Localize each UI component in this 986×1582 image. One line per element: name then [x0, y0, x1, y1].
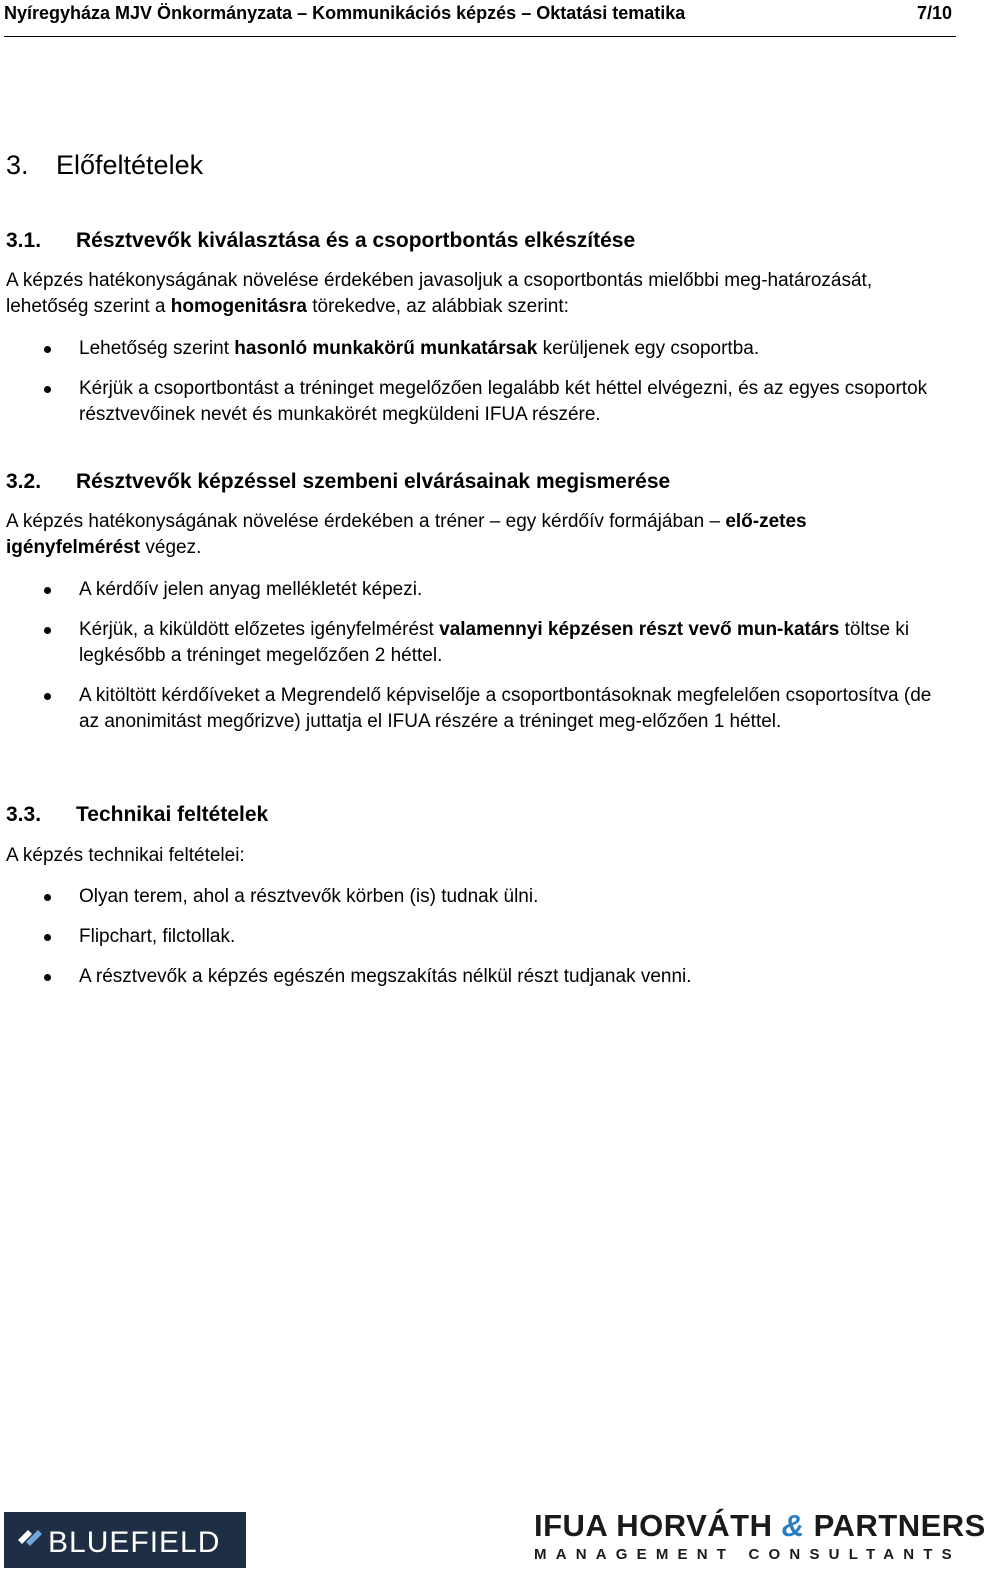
header-title: Nyíregyháza MJV Önkormányzata – Kommunikációs képzés – Oktatási tematika: [4, 3, 686, 23]
ifua-wordmark: [534, 1508, 986, 1544]
text: töltse ki legkésőbb a tréninget megelőzően 2 héttel.: [79, 619, 910, 666]
section-3-heading: [6, 150, 203, 181]
section-number: 3.: [6, 150, 29, 180]
text: Olyan terem, ahol a résztvevők körben (is) tudnak ülni.: [79, 886, 539, 907]
text: A képzés hatékonyságának növelése érdekében a tréner – egy kérdőív formájában –: [6, 511, 726, 532]
bullet-icon: [44, 974, 51, 981]
text: A résztvevők a képzés egészén megszakítás nélkül részt tudjanak venni.: [79, 966, 692, 987]
bold-text: homogenitásra: [170, 296, 307, 317]
ifua-tagline: MANAGEMENT CONSULTANTS: [534, 1546, 961, 1563]
section-title: Résztvevők képzéssel szembeni elvárásainak megismerése: [76, 470, 671, 493]
partners-name: PARTNERS: [813, 1508, 986, 1543]
text: Flipchart, filctollak.: [79, 926, 236, 947]
section-3-3-heading: [6, 803, 268, 827]
bold-text: valamennyi képzésen részt vevő mun-katárs: [439, 619, 840, 640]
section-number: 3.1.: [6, 229, 42, 252]
section-3-3-intro: A képzés technikai feltételei:: [6, 845, 245, 866]
section-3-1-intro: [6, 268, 936, 320]
bullet-icon: [44, 346, 51, 353]
ampersand-icon: &: [781, 1508, 805, 1543]
bullet-icon: [44, 693, 51, 700]
text: Kérjük a csoportbontást a tréninget megelőzően legalább két héttel elvégezni, és az egyes csoportok résztvevőinek nevét és munkakörét megküldeni IFUA részére.: [79, 378, 928, 425]
list-item: [6, 617, 941, 669]
bullet-icon: [44, 894, 51, 901]
section-3-2-heading: [6, 470, 670, 494]
text: A kérdőív jelen anyag mellékletét képezi.: [79, 579, 423, 600]
page-header: [4, 0, 956, 37]
bullet-icon: [44, 934, 51, 941]
list-item: [6, 376, 941, 428]
text: Kérjük, a kiküldött előzetes igényfelmérést: [79, 619, 440, 640]
section-3-2-list: [6, 577, 941, 735]
ifua-name: IFUA HORVÁTH: [534, 1508, 773, 1543]
list-item: [6, 336, 941, 362]
section-3-2-intro: [6, 509, 936, 561]
bullet-icon: [44, 386, 51, 393]
bold-text: hasonló munkakörű munkatársak: [234, 338, 538, 359]
ifua-logo: [534, 1508, 986, 1572]
section-title: Technikai feltételek: [76, 803, 269, 826]
bluefield-logo-mark: [4, 1512, 246, 1568]
text: törekedve, az alábbiak szerint:: [306, 296, 569, 317]
bullet-icon: [44, 627, 51, 634]
list-item: [6, 683, 941, 735]
section-title: Előfeltételek: [56, 150, 204, 180]
text: Lehetőség szerint: [79, 338, 235, 359]
section-3-1-list: [6, 336, 941, 428]
page-number: 7/10: [916, 3, 952, 23]
bluefield-logo: [4, 1512, 246, 1568]
list-item: [6, 964, 941, 990]
text: A képzés hatékonyságának növelése érdekében javasoljuk a csoportbontás mielőbbi meg-határozását, lehetőség szerint a: [6, 270, 873, 317]
section-number: 3.2.: [6, 470, 42, 493]
bullet-icon: [44, 587, 51, 594]
text: kerüljenek egy csoportba.: [537, 338, 760, 359]
section-number: 3.3.: [6, 803, 42, 826]
text: A kitöltött kérdőíveket a Megrendelő képviselője a csoportbontásoknak megfelelően csoportosítva (de az anonimitást megőrizve) juttatja el IFUA részére a tréninget meg-előzően 1 héttel.: [79, 685, 932, 732]
list-item: [6, 577, 941, 603]
bold-text: elő-zetes igényfelmérést: [6, 511, 807, 558]
section-3-1-heading: [6, 229, 635, 253]
list-item: [6, 884, 941, 910]
list-item: [6, 924, 941, 950]
bluefield-wordmark: BLUEFIELD: [48, 1526, 221, 1559]
text: végez.: [140, 537, 202, 558]
section-3-3-list: [6, 884, 941, 990]
section-title: Résztvevők kiválasztása és a csoportbontás elkészítése: [76, 229, 636, 252]
